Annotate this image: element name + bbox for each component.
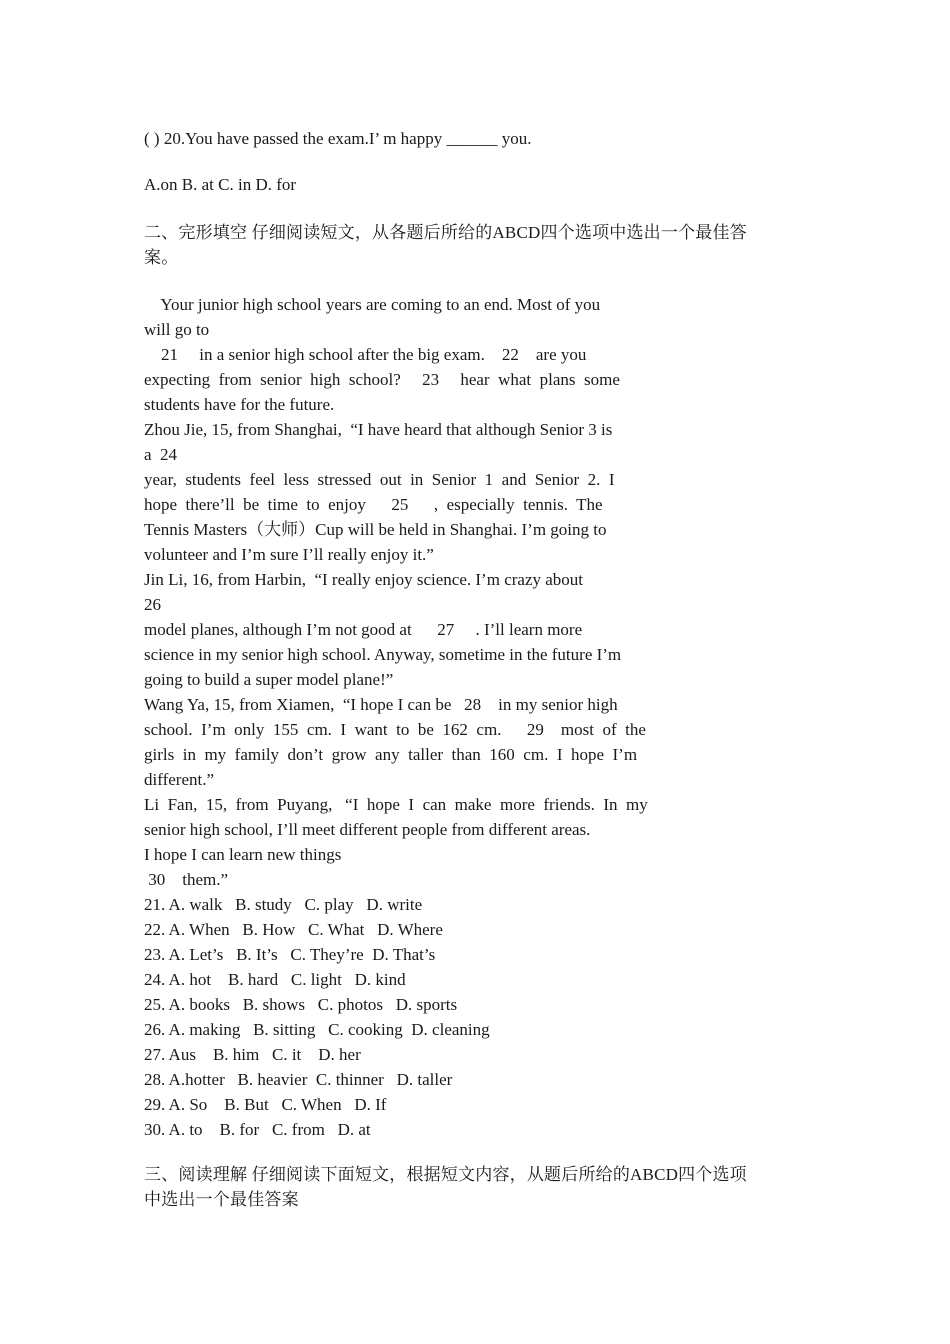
passage-line: hope there’ll be time to enjoy 25 , especially tennis. The [144, 495, 603, 514]
passage-line: 21 in a senior high school after the big exam. 22 are you [144, 345, 587, 364]
passage-line: senior high school, I’ll meet different people from different areas. [144, 820, 591, 839]
passage-line: going to build a super model plane!” [144, 670, 394, 689]
passage-line: model planes, although I’m not good at 27 . I’ll learn more [144, 620, 583, 639]
passage-line: will go to [144, 320, 210, 339]
option-line-30: 30. A. to B. for C. from D. at [144, 1120, 371, 1139]
section-3-title: 三、阅读理解 仔细阅读下面短文，根据短文内容，从题后所给的ABCD四个选项 [144, 1165, 747, 1184]
passage-line: 30 them.” [144, 870, 229, 889]
option-line-28: 28. A.hotter B. heavier C. thinner D. taller [144, 1070, 453, 1089]
passage-line: year, students feel less stressed out in Senior 1 and Senior 2. I [144, 470, 615, 489]
passage-line: volunteer and I’m sure I’ll really enjoy it.” [144, 545, 434, 564]
passage-line: expecting from senior high school? 23 hear what plans some [144, 370, 620, 389]
passage-line: Zhou Jie, 15, from Shanghai, “I have heard that although Senior 3 is [144, 420, 613, 439]
passage-line: school. I’m only 155 cm. I want to be 162 cm. 29 most of the [144, 720, 646, 739]
passage-line: Jin Li, 16, from Harbin, “I really enjoy science. I’m crazy about [144, 570, 584, 589]
option-line-27: 27. Aus B. him C. it D. her [144, 1045, 361, 1064]
passage-line: Your junior high school years are coming to an end. Most of you [144, 295, 601, 314]
passage-line: science in my senior high school. Anyway, sometime in the future I’m [144, 645, 622, 664]
option-line-29: 29. A. So B. But C. When D. If [144, 1095, 387, 1114]
section-3-title-cont: 中选出一个最佳答案 [144, 1190, 299, 1209]
section-2-title: 二、完形填空 仔细阅读短文，从各题后所给的ABCD四个选项中选出一个最佳答 [144, 223, 747, 242]
passage-line: Li Fan, 15, from Puyang, “I hope I can make more friends. In my [144, 795, 648, 814]
option-line-26: 26. A. making B. sitting C. cooking D. cleaning [144, 1020, 490, 1039]
passage-line: different.” [144, 770, 215, 789]
option-line-21: 21. A. walk B. study C. play D. write [144, 895, 423, 914]
passage-line: students have for the future. [144, 395, 335, 414]
passage-line: girls in my family don’t grow any taller than 160 cm. I hope I’m [144, 745, 638, 764]
option-line-25: 25. A. books B. shows C. photos D. sports [144, 995, 458, 1014]
option-line-23: 23. A. Let’s B. It’s C. They’re D. That’s [144, 945, 436, 964]
question-20-stem: ( ) 20.You have passed the exam.I’ m happy ______ you. [144, 129, 532, 148]
passage-line: 26 [144, 595, 161, 614]
option-line-22: 22. A. When B. How C. What D. Where [144, 920, 443, 939]
passage-line: Wang Ya, 15, from Xiamen, “I hope I can be 28 in my senior high [144, 695, 618, 714]
option-line-24: 24. A. hot B. hard C. light D. kind [144, 970, 406, 989]
passage-line: Tennis Masters（大师）Cup will be held in Shanghai. I’m going to [144, 520, 607, 539]
passage-line: I hope I can learn new things [144, 845, 342, 864]
question-20-options: A.on B. at C. in D. for [144, 175, 297, 194]
section-2-title-cont: 案。 [144, 248, 179, 267]
passage-line: a 24 [144, 445, 178, 464]
